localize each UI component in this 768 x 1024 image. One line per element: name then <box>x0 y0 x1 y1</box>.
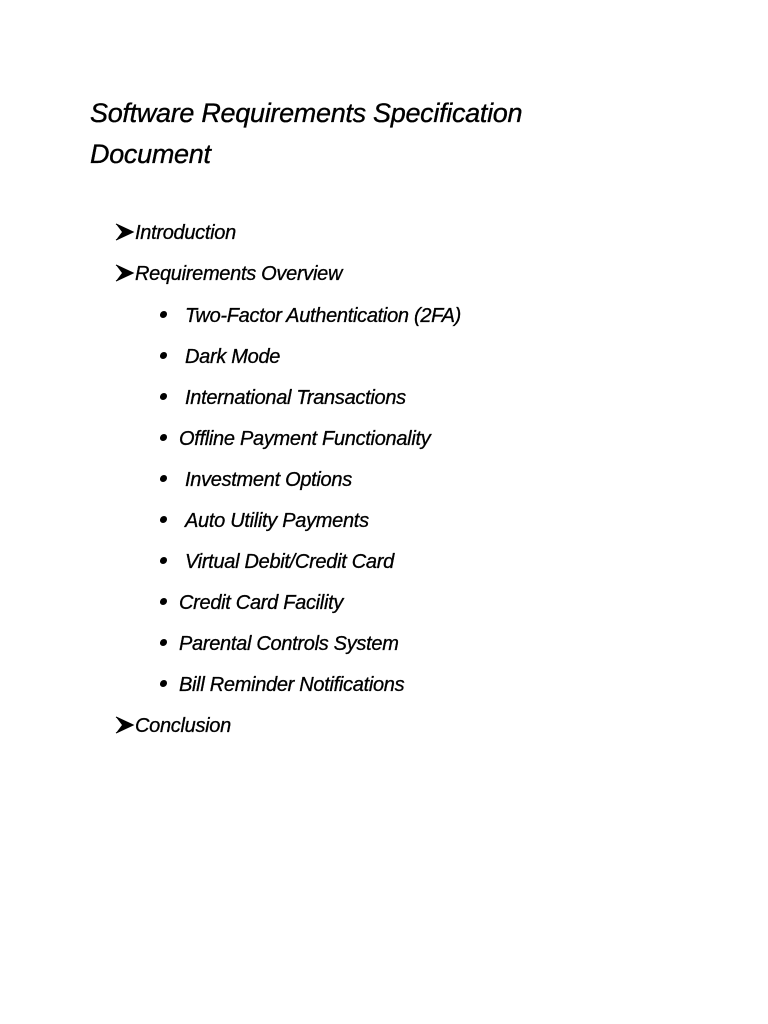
bullet-icon <box>160 475 168 482</box>
arrowhead-right-icon <box>114 223 135 241</box>
section-label: Introduction <box>135 222 236 244</box>
arrowhead-right-icon <box>114 716 135 734</box>
list-item <box>160 508 369 534</box>
list-item-label: Two-Factor Authentication (2FA) <box>185 305 461 327</box>
list-item-label: Bill Reminder Notifications <box>179 674 405 696</box>
list-item <box>160 549 394 575</box>
list-item <box>160 385 406 411</box>
section-introduction <box>114 220 236 246</box>
list-item-label: Offline Payment Functionality <box>179 428 431 450</box>
list-item-label: Parental Controls System <box>179 633 399 655</box>
list-item-label: Dark Mode <box>185 346 281 368</box>
list-item-label: Auto Utility Payments <box>185 510 369 532</box>
page-title: Software Requirements Specification Document <box>90 98 523 169</box>
bullet-icon <box>160 598 168 605</box>
list-item <box>160 303 461 329</box>
section-requirements-overview <box>114 261 342 287</box>
list-item <box>160 344 280 370</box>
section-label: Conclusion <box>135 715 231 737</box>
section-conclusion <box>114 713 231 739</box>
bullet-icon <box>160 434 168 441</box>
bullet-icon <box>160 680 168 687</box>
list-item <box>160 631 399 657</box>
bullet-icon <box>160 516 168 523</box>
bullet-icon <box>160 639 168 646</box>
list-item-label: International Transactions <box>185 387 406 409</box>
list-item-label: Virtual Debit/Credit Card <box>185 551 394 573</box>
arrowhead-right-icon <box>114 264 135 282</box>
bullet-icon <box>160 311 168 318</box>
list-item <box>160 426 430 452</box>
bullet-icon <box>160 393 168 400</box>
bullet-icon <box>160 557 168 564</box>
list-item-label: Credit Card Facility <box>179 592 344 614</box>
bullet-icon <box>160 352 168 359</box>
list-item <box>160 590 343 616</box>
list-item <box>160 467 352 493</box>
section-label: Requirements Overview <box>135 263 343 285</box>
list-item <box>160 672 404 698</box>
list-item-label: Investment Options <box>185 469 352 491</box>
